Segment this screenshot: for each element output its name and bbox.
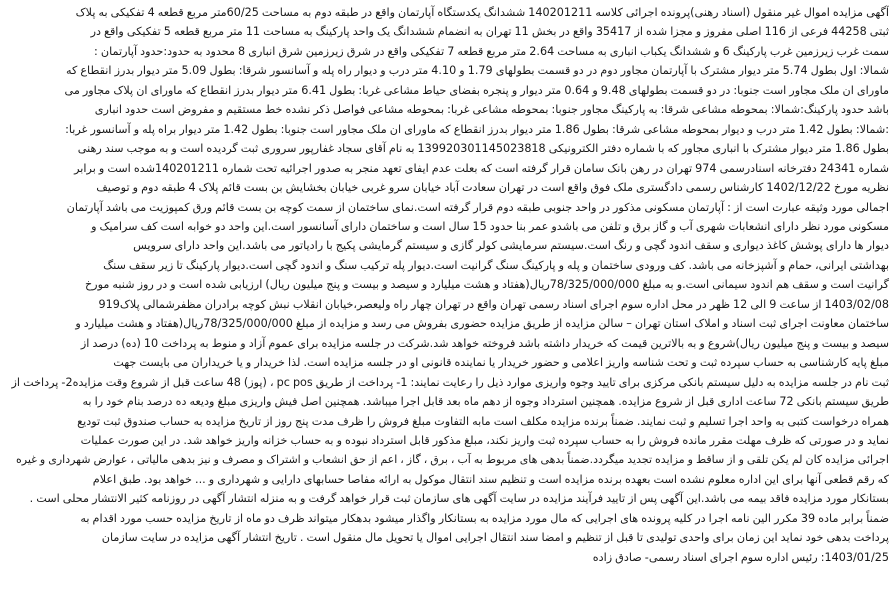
notice-signature-line: 1403/01/25: رئیس اداره سوم اجرای اسناد رسمی- صادق زاده (592, 550, 889, 564)
notice-line: باشد حدود پارکینگ:شمالا: بمحوطه مشاعی شرقا: به پارکینگ مجاور جنوبا: بمحوطه مشاعی غربا: بمحوطه مشاعی فواصل ذکر نشده خط مستقیم و مفروض است حدود انباری (94, 103, 889, 117)
notice-line: نماید و در صورتی که ظرف مهلت مقرر مانده فروش را به حساب سپرده ثبت واریز نکند، مبلغ مذکور قابل استرداد نبوده و به حساب خزانه واریز خواهد شد. در این صورت عملیات (80, 433, 889, 447)
notice-line: ثبت نام در جلسه مزایده به دلیل سیستم بانکی مرکزی برای تایید وجوه واریزی موارد ذیل را رعایت نمایند: 1- پرداخت از طریق pc pos ، (پوز) 48 ساعت قبل از شروع وقت مزایده2- پرداخت از (11, 375, 889, 389)
notice-line: شمالا: اول بطول 5.74 متر دیوار مشترک با آپارتمان مجاور دوم در دو قسمت بطولهای 1.79 و 4.10 متر درب و دیوار راه پله و آسانسور شرقا: بطول 5.09 متر دیوار بدرز انقطاع که (66, 64, 889, 78)
notice-line: طریق سیستم بانکی 72 ساعت اداری قبل از شروع مزایده. همچنین استرداد وجوه از دهم ماه بعد قابل اجرا میباشد. همچنین اصل فیش واریزی مبلغ ودیعه ده درصد بنام خود را به (82, 395, 889, 409)
notice-line: آگهی مزایده اموال غیر منقول (اسناد رهنی)پرونده اجرائی کلاسه 140201211 ششدانگ یکدستگاه آپارتمان واقع در طبقه دوم به مساحت 60/25متر مربع قطعه 4 تفکیکی به پلاک (75, 6, 889, 19)
notice-line: مبلغ پایه کارشناسی به حساب سپرده ثبت و تحت شناسه واریز اعلامی و حضور خریدار یا نماینده قانونی او در جلسه مزایده است. لذا خریدار و یا خریداران می بایست جهت (113, 356, 889, 370)
notice-line: 1403/02/08 از ساعت 9 الی 12 ظهر در محل اداره سوم اجرای اسناد رسمی تهران واقع در تهران چهار راه ولیعصر،خیابان انقلاب نبش کوچه برادران مظفرشمالی پلاک919 (98, 297, 889, 311)
notice-line: بهداشتی ایرانی، حمام و آشپزخانه می باشد. کف ورودی ساختمان و پله و پارکینگ سنگ گرانیت است.دیوار پله ترکیب سنگ و اندود گچی است.دیوار پارکینگ تا زیر سقف سنگ (103, 258, 889, 272)
notice-line: دیوار ها دارای پوشش کاغذ دیواری و سقف اندود گچی و رنگ است.سیستم سرمایشی کولر گازی و سیستم گرمایشی پکیج با رادیاتور می باشد.این واحد دارای سرویس (133, 239, 889, 253)
notice-line: پرداخت بدهی خود نماید این زمان برای واحدی تولیدی تا قبل از تنظیم و امضا سند انتقال اجرایی اموال یا تحویل مال منقول است . تاریخ انتشار آگهی مزایده در سایت سازمان (101, 531, 889, 545)
notice-line: سیصد و بیست و پنج میلیون ریال)شروع و به بالاترین قیمت که خریدار داشته باشد فروخته خواهد شد.شرکت در جلسه مزایده برای عموم آزاد و منوط به پرداخت 10 (ده) درصد از (80, 336, 889, 350)
notice-line: نظریه مورخ 1402/12/22 کارشناس رسمی دادگستری ملک فوق واقع است در تهران سعادت آباد خیابان سرو غربی خیابان بخشایش بن بست قائم پلاک 4 طبقه دوم و توصیف (96, 181, 889, 195)
notice-line: سمت غرب زیرزمین غرب پارکینگ 6 و ششدانگ یکباب انباری به مساحت 2.64 متر مربع قطعه 7 تفکیکی واقع در شرق زیرزمین شرق انباری 8 محدود به حدود:حدود آپارتمان : (94, 44, 889, 58)
notice-line: همراه درخواست کتبی به واحد اجرا تسلیم و ثبت نمایند. ضمناً برنده مزایده مکلف است مابه التفاوت مبلغ فروش را ظرف مدت پنج روز از تاریخ مزایده به حساب صندوق ثبت تودیع (77, 414, 889, 428)
notice-line: شماره 24341 دفترخانه اسنادرسمی 974 تهران در رهن بانک سامان قرار گرفته است که بعلت عدم ایفای تعهد منجر به صدور اجرائیه تحت شماره 140201211شده است و برابر (74, 161, 889, 175)
notice-line: ثبتی 44258 فرعی از 116 اصلی مفروز و مجزا شده از 35417 واقع در بخش 11 تهران به انضمام ششدانگ یک واحد پارکینگ به مساحت 11 متر مربع قطعه 5 تفکیکی واقع در (90, 25, 889, 39)
notice-line: بطول 1.86 متر دیوار مشترک با انباری مجاور که با شماره دفتر الکترونیکی 139920301145023818 به نام آقای سجاد غفارپور سروری ثبت گردیده است و به موجب سند رهنی (77, 142, 889, 156)
notice-line: گرانیت است و سقف هم اندود سیمانی است.و به مبلغ 78/325/000/000ریال(هفتاد و هشت میلیارد و سیصد و بیست و پنج میلیون ریال) ارزیابی شده است و در روز شنبه مورخ (84, 278, 889, 292)
notice-line: که رقم قطعی آنها برای این اداره معلوم نشده است بعهده برنده مزایده است و تنظیم سند انتقال موکول به ارائه مفاصا حسابهای دارایی و شهرداری و ... خواهد بود. طبق اعلام (92, 472, 889, 486)
notice-line: ساختمان معاونت اجرای ثبت اسناد و املاک استان تهران – سالن مزایده از طریق مزایده حضوری بفروش می رسد و مزایده از مبلغ 78/325/000/000ریال(هفتاد و هشت میلیارد و (75, 317, 889, 331)
notice-line: بستانکار مورد مزایده فاقد بیمه می باشد.این آگهی پس از تایید فرآیند مزایده در سایت آگهی های سازمان ثبت قرار خواهد گرفت و به منزله انتشار آگهی در روزنامه کثیر الانتشار محلی است . (29, 492, 889, 506)
notice-line: ضمناً برابر ماده 39 مکرر الین نامه اجرا در کلیه پرونده های اجرایی که مال مورد مزایده به بستانکار واگذار میشود بدهکار میتواند ظرف دو ماه از تاریخ مزایده حسب مورد اقدام به (80, 511, 889, 525)
notice-line: اجرائی مزایده کان لم یکن تلقی و از ساقط و مزایده تجدید میگردد.ضمناً بدهی های مربوط به آب ، برق ، گاز ، اعم از حق انشعاب و اشتراک و مصرف و نیز بدهی مالیاتی ، عوارض شهرداری و غیره (16, 453, 889, 467)
notice-line: ماورای ان ملک مجاور است جنوبا: در دو قسمت بطولهای 9.48 و 0.64 متر دیوار و پنجره بفضای حیاط مشاعی غربا: بطول 6.41 متر دیوار بدرز انقطاع که ماورای ان پلاک مجاور می (64, 83, 889, 97)
notice-line: :شمالا: بطول 1.42 متر درب و دیوار بمحوطه مشاعی شرقا: بطول 1.86 متر دیوار بدرز انقطاع که ماورای ان ملک مجاور است جنوبا: بطول 1.42 متر دیوار براه پله و آسانسور غربا: (65, 122, 889, 136)
notice-line: اجمالی مورد وثیقه عبارت است از : آپارتمان مسکونی مذکور در واحد جنوبی طبقه دوم قرار گرفته است.نمای ساختمان از سمت کوچه بن بست قائم ورق کمپوزیت می باشد آپارتمان (66, 200, 889, 214)
notice-line: مسکونی مورد نظر دارای انشعابات شهری آب و گاز برق و تلفن می باشدو عمر بنا حدود 15 سال است و ساختمان دارای آسانسور است.این واحد دو خوابه است کف سرامیک و (91, 219, 889, 233)
